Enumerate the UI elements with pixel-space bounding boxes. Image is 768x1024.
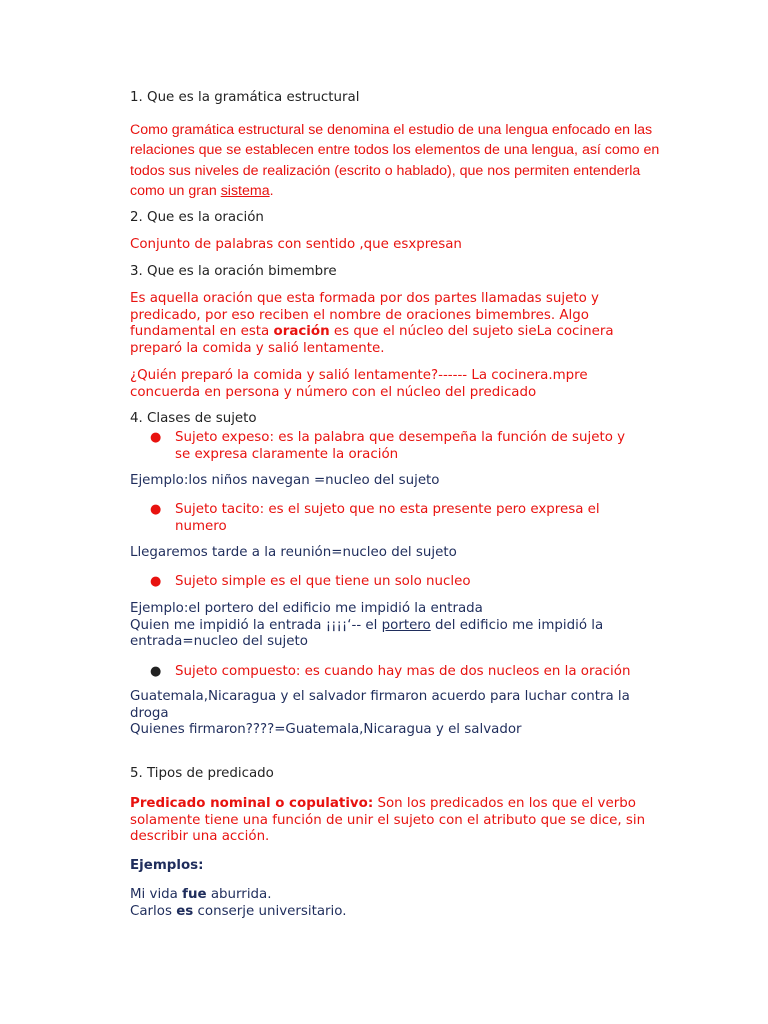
- bullet-sujeto-simple: ● Sujeto simple es el que tiene un solo nucleo: [150, 574, 471, 589]
- example-4: Guatemala,Nicaragua y el salvador firmaron acuerdo para luchar contra la droga Quienes firmaron????=Guatemala,Nicaragua y el salvador: [130, 689, 630, 737]
- answer-line: preparó la comida y salió lentamente.: [130, 340, 385, 356]
- answer-line: fundamental en esta oración es que el núcleo del sujeto sieLa cocinera: [130, 324, 614, 339]
- bullet-sujeto-expreso: ● Sujeto expeso: es la palabra que desempeña la función de sujeto y se expresa claramente la oración: [150, 430, 626, 462]
- answer-line: como un gran sistema.: [130, 182, 274, 199]
- answer-line: ¿Quién preparó la comida y salió lentamente?------ La cocinera.mpre: [130, 368, 588, 383]
- question-2-heading: 2. Que es la oración: [130, 210, 264, 225]
- question-5-heading: 5. Tipos de predicado: [130, 766, 274, 781]
- question-4-heading: 4. Clases de sujeto: [130, 411, 257, 426]
- bullet-icon: ●: [150, 430, 162, 445]
- bullet-icon: ●: [150, 502, 162, 517]
- bullet-sujeto-tacito: ● Sujeto tacito: es el sujeto que no esta presente pero expresa el numero: [150, 502, 600, 534]
- question-1-answer: [130, 120, 670, 201]
- bullet-icon: ●: [150, 574, 162, 589]
- answer-line: predicado, por eso reciben el nombre de oraciones bimembres. Algo: [130, 307, 589, 323]
- example-line: Carlos es conserje universitario.: [130, 903, 347, 919]
- link-portero[interactable]: portero: [381, 617, 431, 633]
- bullet-sujeto-compuesto: ● Sujeto compuesto: es cuando hay mas de dos nucleos en la oración: [150, 664, 631, 679]
- answer-line: concuerda en persona y número con el núcleo del predicado: [130, 384, 537, 400]
- predicado-nominal-definition: Predicado nominal o copulativo: Son los predicados en los que el verbo solamente tiene una función de unir el sujeto con el atributo que se dice, sin describir una acción.: [130, 796, 646, 844]
- link-sistema[interactable]: sistema: [220, 182, 270, 199]
- question-3-example: [130, 368, 650, 401]
- bullet-icon: ●: [150, 664, 162, 679]
- answer-line: relaciones que se establecen entre todos los elementos de una lengua, así como en: [130, 142, 660, 159]
- examples-list: [130, 887, 650, 920]
- question-3-answer: [130, 291, 650, 357]
- answer-line: Es aquella oración que esta formada por dos partes llamadas sujeto y: [130, 291, 599, 306]
- example-line: Mi vida fue aburrida.: [130, 887, 272, 902]
- examples-label: Ejemplos:: [130, 858, 204, 873]
- example-1: Ejemplo:los niños navegan =nucleo del sujeto: [130, 473, 440, 488]
- answer-line: todos sus niveles de realización (escrito o hablado), que nos permiten entenderla: [130, 162, 641, 179]
- question-2-answer: Conjunto de palabras con sentido ,que esxpresan: [130, 237, 462, 252]
- example-3: Ejemplo:el portero del edificio me impidió la entrada Quien me impidió la entrada ¡¡¡¡‘-- el portero del edificio me impidió la entrada=nucleo del sujeto: [130, 601, 604, 649]
- example-2: Llegaremos tarde a la reunión=nucleo del sujeto: [130, 545, 457, 560]
- answer-line: Como gramática estructural se denomina el estudio de una lengua enfocado en las: [130, 122, 653, 138]
- question-3-heading: 3. Que es la oración bimembre: [130, 264, 337, 279]
- question-1-heading: 1. Que es la gramática estructural: [130, 90, 360, 105]
